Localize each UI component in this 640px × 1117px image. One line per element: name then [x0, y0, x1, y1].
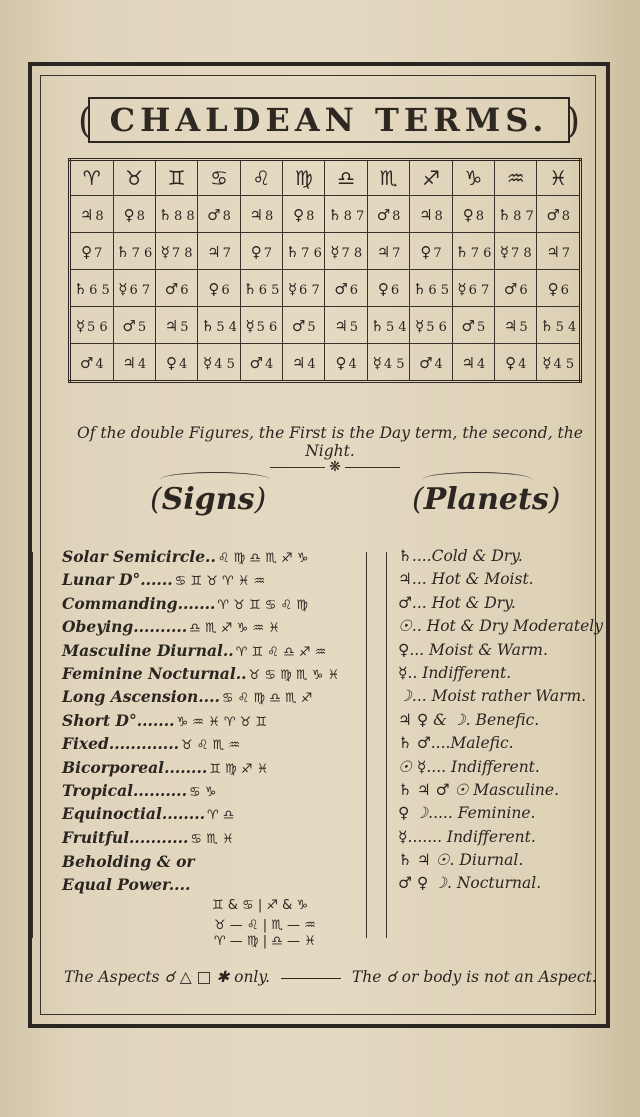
sign-class-row: [62, 615, 382, 638]
sign-header-cell: ♎: [325, 160, 367, 196]
terms-cell: [410, 270, 452, 307]
terms-cell: [70, 233, 114, 270]
heading-paren: (: [150, 482, 162, 517]
terms-cell: [155, 344, 197, 382]
sign-class-row: [62, 639, 382, 662]
aspects-note: [64, 968, 597, 986]
terms-row: [70, 270, 581, 307]
sign-header-row: [70, 160, 581, 196]
ornamental-divider: [270, 460, 400, 474]
term-degrees: 8: [434, 208, 443, 224]
planet-glyph: ♀: [81, 242, 93, 261]
term-degrees: 5 4: [555, 319, 577, 335]
terms-cell: [452, 307, 494, 344]
column-divider-line: [366, 552, 367, 938]
planet-glyph: ♀: [420, 242, 432, 261]
terms-cell: [495, 307, 537, 344]
term-degrees: 5: [307, 319, 316, 335]
terms-cell: [198, 233, 240, 270]
sign-class-signs: ♋ ♑: [188, 784, 217, 800]
term-degrees: 5 6: [87, 319, 108, 335]
planet-glyph: ☿: [160, 242, 170, 261]
planet-glyph: ♀: [250, 242, 262, 261]
terms-cell: [283, 307, 325, 344]
sign-class-row: [62, 662, 382, 685]
footnote: Of the double Figures, the First is the Day term, the second, the Night.: [77, 424, 583, 460]
beholding-pairs: ♊ & ♋ | ♐ & ♑: [212, 898, 309, 913]
planet-quality-row: ☉.. Hot & Dry Moderately: [398, 617, 603, 636]
right-bracket-ornament: ): [565, 101, 580, 142]
terms-table: [68, 158, 582, 383]
term-degrees: 6 5: [428, 282, 450, 298]
planet-glyph: ♃: [164, 316, 179, 335]
term-degrees: 6: [221, 282, 230, 298]
planet-glyph: ♃: [79, 205, 94, 224]
planet-glyph: ♂: [461, 316, 475, 335]
sign-class-row: [62, 568, 382, 591]
sign-class-row: [62, 545, 382, 568]
term-degrees: 5: [137, 319, 147, 335]
column-divider-line: [386, 552, 387, 938]
planet-glyph: ♀: [165, 353, 177, 372]
sign-header-cell: ♒: [495, 160, 537, 196]
term-degrees: 8 7: [513, 208, 534, 224]
terms-cell: [240, 270, 282, 307]
sign-class-signs: ♌ ♍ ♎ ♏ ♐ ♑: [217, 551, 309, 566]
planet-glyph: ♃: [546, 242, 560, 261]
term-degrees: 4: [95, 356, 104, 372]
term-degrees: 4: [264, 356, 274, 372]
planet-glyph: ♀: [335, 353, 347, 372]
planet-glyph: ☿: [457, 279, 467, 298]
planet-glyph: ☿: [415, 316, 425, 335]
term-degrees: 4 5: [214, 356, 235, 372]
sign-class-label: Obeying..........: [62, 617, 188, 637]
term-degrees: 6: [349, 282, 359, 298]
terms-cell: [240, 307, 282, 344]
sign-class-signs: ♋ ♊ ♉ ♈ ♓ ♒: [174, 574, 266, 590]
equal-power-pairs-bottom: ♈ — ♍ | ♎ — ♓: [214, 934, 316, 949]
sign-class-label: Feminine Nocturnal..: [62, 663, 247, 683]
planet-glyph: ♃: [122, 353, 136, 372]
planet-quality-row: ♄ ♂....Malefic.: [398, 734, 514, 753]
term-degrees: 4: [518, 356, 527, 372]
term-degrees: 7 6: [301, 245, 322, 261]
terms-cell: [367, 344, 409, 382]
sign-class-row: [62, 826, 382, 849]
page-title: CHALDEAN TERMS.: [109, 101, 549, 139]
term-degrees: 6: [180, 282, 189, 298]
sign-header-cell: ♓: [537, 160, 581, 196]
terms-cell: [155, 233, 197, 270]
terms-cell: [70, 270, 114, 307]
divider-ornament-icon: ❋: [329, 459, 341, 475]
terms-cell: [537, 307, 581, 344]
planet-glyph: ☿: [245, 316, 255, 335]
planet-glyph: ♂: [164, 279, 179, 298]
terms-cell: [367, 196, 409, 233]
sign-class-label: Masculine Diurnal..: [62, 640, 234, 660]
terms-cell: [325, 196, 367, 233]
sign-class-label: Solar Semicircle..: [62, 547, 216, 566]
sign-class-row: [62, 732, 382, 755]
term-degrees: 5 4: [216, 319, 238, 335]
sign-class-label: Tropical..........: [62, 780, 187, 800]
planet-glyph: ♂: [291, 316, 306, 335]
sign-class-label: Long Ascension....: [62, 687, 220, 707]
planet-quality-row: ♂ ♀ ☽. Nocturnal.: [398, 874, 542, 893]
terms-cell: [70, 196, 114, 233]
planet-quality-row: ♂... Hot & Dry.: [398, 593, 516, 612]
term-degrees: 6 7: [129, 282, 151, 298]
terms-cell: [283, 196, 325, 233]
term-degrees: 6: [560, 282, 569, 298]
terms-cell: [113, 196, 155, 233]
planet-glyph: ♄: [73, 279, 88, 298]
planets-heading-text: Planets: [423, 482, 549, 517]
signs-heading-text: Signs: [161, 482, 255, 517]
planet-glyph: ♀: [547, 279, 559, 298]
terms-cell: [283, 233, 325, 270]
terms-cell: [155, 307, 197, 344]
term-degrees: 5 4: [385, 319, 407, 335]
sign-class-row: [62, 709, 382, 732]
planet-glyph: ☿: [203, 353, 213, 372]
term-degrees: 8 7: [343, 208, 365, 224]
term-degrees: 7 6: [470, 245, 492, 261]
sign-class-signs: ♑ ♒ ♓ ♈ ♉ ♊: [176, 714, 268, 730]
terms-cell: [325, 307, 367, 344]
terms-cell: [240, 196, 282, 233]
terms-cell: [537, 233, 581, 270]
equal-power-pairs-top: ♉ — ♌ | ♏ — ♒: [214, 918, 316, 933]
sign-class-label: Short D°.......: [62, 710, 175, 730]
planet-glyph: ♂: [122, 316, 136, 335]
term-degrees: 5: [349, 319, 359, 335]
planet-quality-row: ♃... Hot & Moist.: [398, 570, 534, 589]
term-degrees: 7: [392, 245, 401, 261]
terms-cell: [452, 196, 494, 233]
term-degrees: 7: [561, 245, 571, 261]
terms-cell: [495, 233, 537, 270]
term-degrees: 7 6: [131, 245, 153, 261]
sign-header-cell: ♈: [70, 160, 114, 196]
beholding-label: Beholding & or: [62, 852, 195, 871]
planet-glyph: ♀: [208, 279, 220, 298]
sign-class-signs: ♉ ♌ ♏ ♒: [180, 738, 240, 754]
term-degrees: 8: [392, 208, 401, 224]
term-degrees: 5: [519, 319, 528, 335]
sign-class-signs: ♋ ♏ ♓: [190, 831, 234, 847]
term-degrees: 5: [180, 319, 189, 335]
planet-glyph: ♂: [249, 353, 263, 372]
planet-glyph: ♃: [419, 205, 433, 224]
sign-class-signs: ♉ ♋ ♍ ♏ ♑ ♓: [248, 667, 340, 683]
planet-quality-row: ☽... Moist rather Warm.: [398, 687, 587, 706]
terms-cell: [113, 233, 155, 270]
sign-class-label: Lunar D°......: [62, 570, 173, 590]
planet-glyph: ☿: [118, 279, 128, 298]
sign-header-cell: ♉: [113, 160, 155, 196]
planet-quality-row: ♄ ♃ ♂ ☉ Masculine.: [398, 780, 560, 799]
planet-glyph: ♃: [376, 242, 391, 261]
terms-row: [70, 196, 581, 233]
term-degrees: 7: [222, 245, 231, 261]
terms-cell: [367, 270, 409, 307]
planet-glyph: ☿: [287, 279, 298, 298]
equal-power-row: [62, 873, 382, 896]
planet-glyph: ♄: [158, 205, 172, 224]
beholding-row: [62, 850, 382, 873]
title-cartouche: [78, 97, 580, 143]
term-degrees: 4: [434, 356, 443, 372]
term-degrees: 5: [476, 319, 486, 335]
planet-glyph: ♃: [334, 316, 348, 335]
term-degrees: 4: [178, 356, 188, 372]
term-degrees: 7: [94, 245, 103, 261]
terms-cell: [537, 270, 581, 307]
planet-glyph: ☿: [542, 353, 552, 372]
planets-heading: [412, 482, 560, 517]
sign-header-cell: ♏: [367, 160, 409, 196]
planet-glyph: ☿: [372, 353, 382, 372]
term-degrees: 6: [390, 282, 400, 298]
sign-class-row: [62, 802, 382, 825]
sign-class-label: Fruitful...........: [62, 827, 189, 847]
terms-cell: [70, 307, 114, 344]
planet-glyph: ♄: [200, 316, 215, 335]
terms-cell: [283, 344, 325, 382]
terms-row: [70, 307, 581, 344]
sign-header-cell: ♌: [240, 160, 282, 196]
term-degrees: 6 5: [89, 282, 110, 298]
planet-quality-row: ♄....Cold & Dry.: [398, 547, 523, 565]
planet-glyph: ♂: [376, 205, 391, 224]
terms-cell: [495, 270, 537, 307]
term-degrees: 5 6: [256, 319, 278, 335]
heading-flourish: [422, 472, 532, 487]
term-degrees: 6 5: [258, 282, 280, 298]
planet-glyph: ♄: [328, 205, 342, 224]
planet-quality-row: ☉ ☿.... Indifferent.: [398, 757, 540, 776]
aspects-note-right: The ☌ or body is not an Aspect.: [351, 968, 597, 986]
sign-header-cell: ♐: [410, 160, 452, 196]
terms-cell: [198, 196, 240, 233]
terms-cell: [240, 233, 282, 270]
left-bracket-ornament: (: [78, 101, 93, 142]
sign-class-row: [62, 592, 382, 615]
signs-list: [62, 545, 382, 849]
sign-class-label: Fixed.............: [62, 734, 179, 754]
terms-cell: [155, 270, 197, 307]
planets-list: [398, 545, 608, 896]
planet-glyph: ♄: [412, 279, 427, 298]
term-degrees: 4: [137, 356, 147, 372]
term-degrees: 7: [433, 245, 442, 261]
term-degrees: 4: [476, 356, 486, 372]
beholding-block: [62, 850, 382, 897]
term-degrees: 7: [263, 245, 273, 261]
terms-cell: [410, 344, 452, 382]
sign-class-row: [62, 756, 382, 779]
sign-header-cell: ♋: [198, 160, 240, 196]
terms-cell: [410, 307, 452, 344]
planet-glyph: ☿: [499, 242, 509, 261]
term-degrees: 6: [519, 282, 528, 298]
planet-glyph: ♃: [207, 242, 221, 261]
term-degrees: 4 5: [553, 356, 575, 372]
terms-cell: [198, 270, 240, 307]
terms-cell: [198, 344, 240, 382]
term-degrees: 8: [222, 208, 231, 224]
term-degrees: 4: [307, 356, 316, 372]
sign-class-row: [62, 779, 382, 802]
planet-glyph: ♃: [461, 353, 475, 372]
sign-class-label: Bicorporeal........: [62, 757, 208, 777]
sign-header-cell: ♍: [283, 160, 325, 196]
term-degrees: 8: [95, 208, 104, 224]
sign-class-signs: ♈ ♉ ♊ ♋ ♌ ♍: [217, 597, 308, 613]
sign-class-signs: ♈ ♎: [207, 808, 235, 824]
planet-glyph: ☿: [75, 316, 86, 335]
term-degrees: 8: [136, 208, 145, 224]
terms-cell: [537, 196, 581, 233]
sign-class-signs: ♎ ♏ ♐ ♑ ♒ ♓: [189, 621, 280, 637]
planet-glyph: ♄: [285, 242, 300, 261]
planet-glyph: ♃: [291, 353, 306, 372]
planet-glyph: ♄: [116, 242, 130, 261]
terms-cell: [367, 233, 409, 270]
planet-quality-row: ☿.. Indifferent.: [398, 663, 512, 682]
terms-cell: [113, 270, 155, 307]
terms-row: [70, 344, 581, 382]
planet-glyph: ♂: [503, 279, 518, 298]
planet-glyph: ☿: [330, 242, 340, 261]
left-margin-line: [32, 552, 33, 938]
terms-cell: [240, 344, 282, 382]
planet-glyph: ♀: [293, 205, 305, 224]
planet-glyph: ♄: [540, 316, 554, 335]
planet-glyph: ♄: [243, 279, 257, 298]
sign-header-cell: ♊: [155, 160, 197, 196]
heading-paren: ): [548, 482, 561, 517]
planet-quality-row: ♃ ♀ & ☽. Benefic.: [398, 710, 540, 729]
term-degrees: 4 5: [383, 356, 405, 372]
planet-glyph: ♂: [419, 353, 433, 372]
planet-quality-row: ☿....... Indifferent.: [398, 827, 536, 846]
sign-class-label: Equinoctial........: [62, 804, 206, 824]
term-degrees: 8 8: [174, 208, 195, 224]
aspects-note-left: The Aspects ☌ △ □ ✱ only.: [64, 968, 271, 986]
term-degrees: 6 7: [468, 282, 490, 298]
sign-header-cell: ♑: [452, 160, 494, 196]
terms-cell: [155, 196, 197, 233]
terms-cell: [198, 307, 240, 344]
term-degrees: 8: [475, 208, 484, 224]
planet-glyph: ♃: [503, 316, 518, 335]
sign-class-signs: ♊ ♍ ♐ ♓: [209, 761, 269, 777]
planet-glyph: ♀: [123, 205, 135, 224]
terms-cell: [452, 233, 494, 270]
planet-glyph: ♄: [455, 242, 469, 261]
planet-quality-row: ♄ ♃ ☉. Diurnal.: [398, 851, 524, 870]
sign-class-signs: ♋ ♌ ♍ ♎ ♏ ♐: [221, 691, 313, 707]
terms-row: [70, 233, 581, 270]
planet-glyph: ♂: [207, 205, 221, 224]
term-degrees: 8: [306, 208, 315, 224]
aspects-note-rule: [281, 978, 341, 979]
term-degrees: 6 7: [299, 282, 320, 298]
term-degrees: 8: [264, 208, 274, 224]
planet-quality-row: ♀ ☽..... Feminine.: [398, 804, 536, 823]
terms-cell: [410, 233, 452, 270]
terms-cell: [283, 270, 325, 307]
terms-cell: [325, 233, 367, 270]
equal-power-label: Equal Power....: [62, 875, 191, 895]
terms-cell: [325, 270, 367, 307]
planet-glyph: ♂: [334, 279, 348, 298]
term-degrees: 8: [561, 208, 571, 224]
terms-cell: [452, 270, 494, 307]
sign-class-signs: ♈ ♊ ♌ ♎ ♐ ♒: [235, 644, 327, 660]
terms-cell: [495, 196, 537, 233]
terms-cell: [452, 344, 494, 382]
term-degrees: 7 8: [511, 245, 532, 261]
divider-line-left: [270, 467, 325, 468]
planet-glyph: ♂: [79, 353, 94, 372]
term-degrees: 4: [348, 356, 357, 372]
term-degrees: 7 8: [171, 245, 193, 261]
planet-quality-row: ♀... Moist & Warm.: [398, 640, 548, 659]
planet-glyph: ♀: [505, 353, 517, 372]
sign-class-row: [62, 685, 382, 708]
terms-cell: [70, 344, 114, 382]
planet-glyph: ♄: [497, 205, 512, 224]
planet-glyph: ♂: [546, 205, 560, 224]
heading-paren: (: [412, 482, 424, 517]
planet-glyph: ♀: [377, 279, 389, 298]
planet-glyph: ♃: [249, 205, 263, 224]
heading-paren: ): [254, 482, 267, 517]
planet-glyph: ♀: [462, 205, 474, 224]
terms-cell: [410, 196, 452, 233]
terms-cell: [113, 307, 155, 344]
sign-class-label: Commanding.......: [62, 593, 216, 613]
planet-glyph: ♄: [370, 316, 384, 335]
terms-cell: [537, 344, 581, 382]
terms-cell: [325, 344, 367, 382]
terms-cell: [113, 344, 155, 382]
signs-heading: [150, 482, 266, 517]
heading-flourish: [160, 472, 270, 487]
term-degrees: 5 6: [426, 319, 447, 335]
terms-cell: [495, 344, 537, 382]
terms-cell: [367, 307, 409, 344]
divider-line-right: [345, 467, 400, 468]
term-degrees: 7 8: [341, 245, 363, 261]
